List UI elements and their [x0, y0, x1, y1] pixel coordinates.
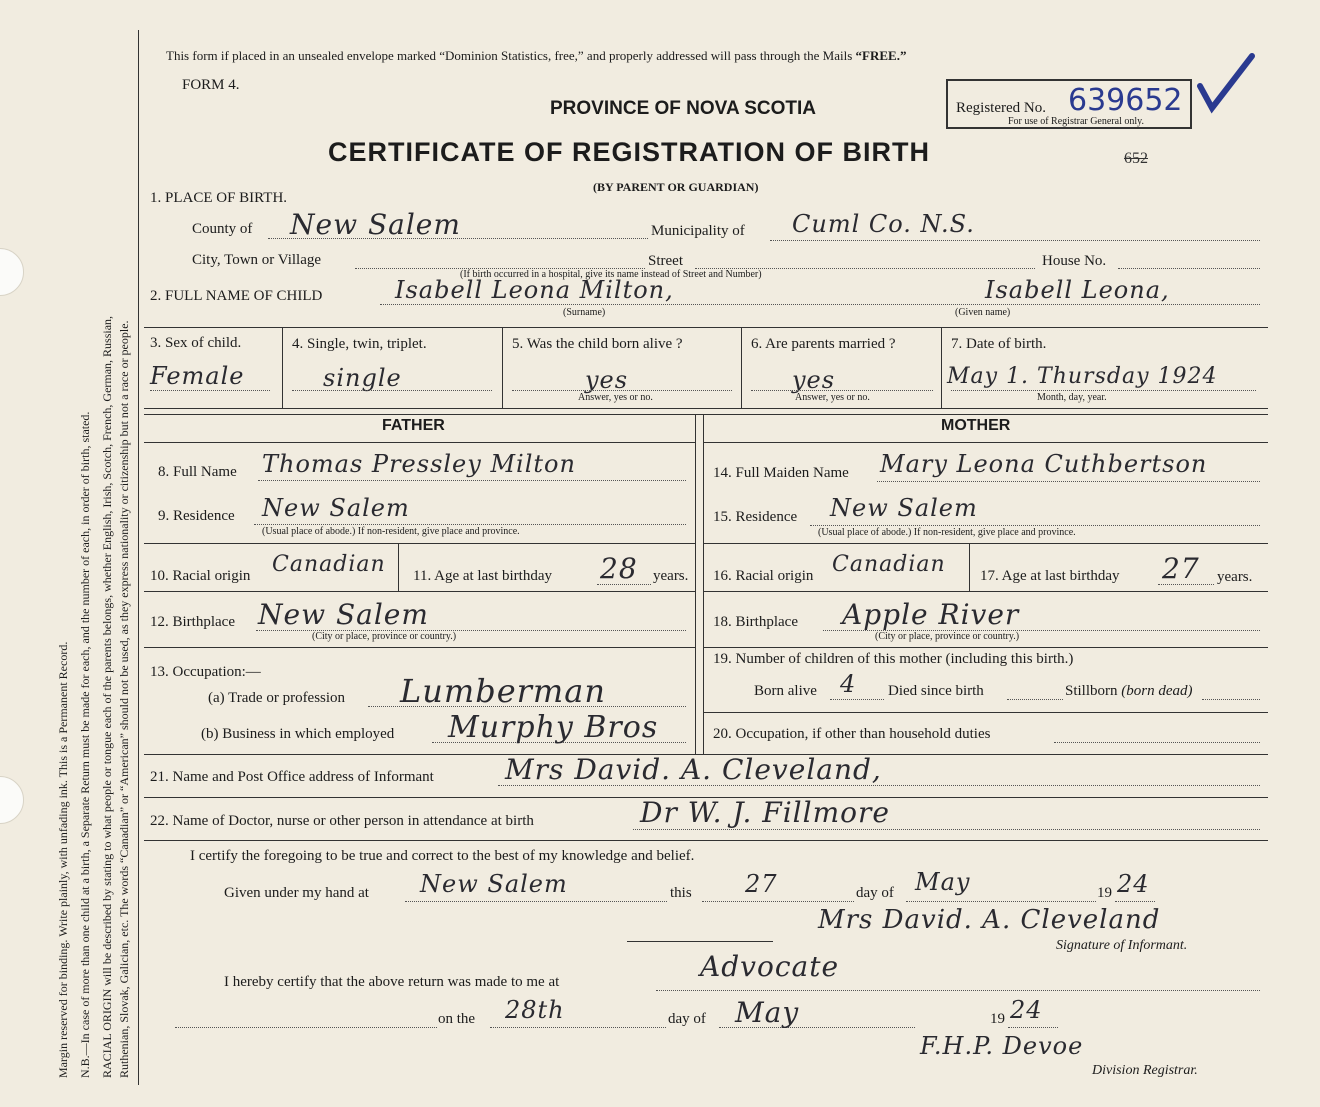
municipality-line: [770, 240, 1260, 241]
father-abode-caption: (Usual place of abode.) If non-resident, give place and province.: [262, 526, 520, 537]
father-residence-label: 9. Residence: [158, 508, 235, 524]
doctor-value: Dr W. J. Fillmore: [640, 796, 890, 829]
born-alive-value: 4: [840, 670, 857, 698]
form-number: FORM 4.: [182, 77, 240, 93]
mother-birthplace-value: Apple River: [842, 598, 1020, 631]
mother-age-label: 17. Age at last birthday: [980, 568, 1120, 584]
child-name-line: [380, 304, 1260, 305]
mother-occupation-line: [1054, 742, 1260, 743]
child-given-value: Isabell Leona,: [985, 276, 1170, 304]
mother-occupation-label: 20. Occupation, if other than household duties: [713, 726, 991, 742]
mother-residence-value: New Salem: [830, 494, 978, 522]
column-rule: [502, 327, 503, 408]
registrar-day-line: [490, 1027, 666, 1028]
plurality-value: single: [323, 364, 402, 392]
year-line: [1115, 901, 1155, 902]
died-label: Died since birth: [888, 683, 984, 699]
informant-signature: Mrs David. A. Cleveland: [818, 905, 1161, 935]
trade-label: (a) Trade or profession: [208, 690, 346, 706]
children-count-label: 19. Number of children of this mother (including this birth.): [713, 651, 1074, 667]
hospital-note: (If birth occurred in a hospital, give its name instead of Street and Number): [460, 269, 762, 280]
municipality-value: Cuml Co. N.S.: [792, 210, 975, 238]
registered-number: 639652: [1068, 83, 1183, 118]
rule: [144, 840, 1268, 841]
month-line: [906, 901, 1096, 902]
father-racial-value: Canadian: [272, 552, 386, 577]
province-heading: PROVINCE OF NOVA SCOTIA: [550, 98, 817, 119]
father-name-line: [258, 480, 686, 481]
rule: [144, 408, 1268, 409]
mother-birthplace-caption: (City or place, province or country.): [875, 631, 1020, 642]
married-caption: Answer, yes or no.: [795, 392, 870, 403]
mother-years: years.: [1217, 569, 1253, 585]
father-birthplace-label: 12. Birthplace: [150, 614, 235, 630]
rule: [144, 543, 695, 544]
registrar-year-prefix: 19: [990, 1011, 1005, 1027]
binder-hole: [0, 776, 24, 824]
street-label: Street: [648, 253, 683, 269]
mother-age-value: 27: [1162, 552, 1200, 585]
father-residence-value: New Salem: [262, 494, 410, 522]
rule: [703, 712, 1268, 713]
dob-line: [951, 390, 1256, 391]
registrar-month-value: May: [735, 996, 800, 1029]
cert-day-value: 27: [745, 870, 778, 898]
married-label: 6. Are parents married ?: [751, 336, 896, 352]
city-label: City, Town or Village: [192, 252, 322, 268]
mother-residence-line: [810, 525, 1260, 526]
father-birthplace-caption: (City or place, province or country.): [312, 631, 457, 642]
registrar-place-line: [656, 990, 1260, 991]
mother-name-label: 14. Full Maiden Name: [713, 465, 849, 481]
died-line: [1007, 699, 1063, 700]
registrar-year-line: [1008, 1027, 1058, 1028]
parents-divider: [703, 414, 704, 754]
column-rule: [282, 327, 283, 408]
alive-label: 5. Was the child born alive ?: [512, 336, 683, 352]
check-mark-icon: [1196, 52, 1256, 114]
margin-note-binding: Margin reserved for binding. Write plainly, with unfading ink. This is a Permanent Record.: [56, 641, 70, 1078]
child-surname-value: Isabell Leona Milton,: [395, 276, 674, 304]
dob-label: 7. Date of birth.: [951, 336, 1047, 352]
dob-value: May 1. Thursday 1924: [947, 364, 1218, 389]
alive-value: yes: [585, 366, 629, 394]
father-name-value: Thomas Pressley Milton: [262, 450, 576, 478]
given-name-caption: (Given name): [955, 307, 1011, 318]
column-rule: [969, 543, 970, 591]
rule: [144, 647, 695, 648]
margin-note-racial-origin: RACIAL ORIGIN will be described by stating to what people or tongue each of the parents belongs, whether English, Irish, Scotch, French, German, Russian,: [100, 315, 114, 1078]
rule: [703, 543, 1268, 544]
father-age-label: 11. Age at last birthday: [413, 568, 552, 584]
mother-birthplace-label: 18. Birthplace: [713, 614, 798, 630]
registrar-statement: I hereby certify that the above return was made to me at: [224, 974, 560, 990]
municipality-label: Municipality of: [651, 223, 745, 239]
father-age-value: 28: [600, 552, 638, 585]
married-line: [751, 390, 933, 391]
column-rule: [741, 327, 742, 408]
certification-statement: I certify the foregoing to be true and correct to the best of my knowledge and belief.: [190, 848, 695, 864]
column-rule: [941, 327, 942, 408]
alive-line: [512, 390, 732, 391]
mother-racial-value: Canadian: [832, 552, 946, 577]
father-racial-label: 10. Racial origin: [150, 568, 251, 584]
doctor-line: [633, 829, 1260, 830]
stillborn-note: (born dead): [1121, 683, 1193, 699]
father-name-label: 8. Full Name: [158, 464, 237, 480]
given-place-value: New Salem: [420, 870, 568, 898]
doctor-label: 22. Name of Doctor, nurse or other person in attendance at birth: [150, 813, 534, 829]
child-name-label: 2. FULL NAME OF CHILD: [150, 288, 323, 304]
registrar-year-value: 24: [1010, 996, 1043, 1024]
registrar-day-of-label: day of: [668, 1011, 706, 1027]
alive-caption: Answer, yes or no.: [578, 392, 653, 403]
father-birthplace-value: New Salem: [258, 598, 429, 631]
mother-heading: MOTHER: [941, 417, 1011, 434]
margin-note-multiple-births: N.B.—In case of more than one child at a birth, a Separate Return must be made for each, and the number of each, in order of birth, stated.: [78, 411, 92, 1078]
registrar-day-value: 28th: [505, 996, 565, 1024]
dob-caption: Month, day, year.: [1037, 392, 1107, 403]
on-the-label: on the: [438, 1011, 476, 1027]
place-of-birth-label: 1. PLACE OF BIRTH.: [150, 190, 288, 206]
cert-year-prefix: 19: [1097, 885, 1112, 901]
plurality-label: 4. Single, twin, triplet.: [292, 336, 427, 352]
business-value: Murphy Bros: [448, 710, 659, 745]
father-occupation-label: 13. Occupation:—: [150, 664, 261, 680]
cert-month-value: May: [915, 868, 971, 896]
mother-name-line: [877, 481, 1260, 482]
given-under-label: Given under my hand at: [224, 885, 369, 901]
married-value: yes: [792, 366, 836, 394]
rule: [703, 591, 1268, 592]
mail-free: “FREE.”: [855, 48, 907, 63]
rule: [703, 442, 1268, 443]
registration-box: [946, 79, 1192, 129]
registrar-place-value: Advocate: [700, 950, 840, 983]
father-residence-line: [254, 524, 686, 525]
informant-label: 21. Name and Post Office address of Informant: [150, 769, 434, 785]
rule: [627, 941, 773, 942]
rule: [703, 647, 1268, 648]
rule: [144, 327, 1268, 328]
day-line: [702, 901, 854, 902]
county-label: County of: [192, 221, 253, 237]
sex-label: 3. Sex of child.: [150, 335, 242, 351]
county-value: New Salem: [290, 208, 461, 241]
rule: [144, 414, 1268, 415]
certificate-subtitle: (BY PARENT OR GUARDIAN): [593, 180, 759, 194]
blank-line: [175, 1027, 437, 1028]
cert-year-value: 24: [1117, 870, 1150, 898]
sex-line: [150, 390, 270, 391]
mother-abode-caption: (Usual place of abode.) If non-resident, give place and province.: [818, 527, 1076, 538]
day-of-label: day of: [856, 885, 894, 901]
stillborn-label: Stillborn (born dead): [1065, 683, 1193, 699]
rule: [144, 591, 695, 592]
surname-caption: (Surname): [563, 307, 606, 318]
mother-residence-label: 15. Residence: [713, 509, 798, 525]
plurality-line: [292, 390, 492, 391]
rule: [144, 442, 695, 443]
mother-racial-label: 16. Racial origin: [713, 568, 814, 584]
mother-name-value: Mary Leona Cuthbertson: [880, 450, 1208, 478]
born-alive-label: Born alive: [754, 683, 817, 699]
sex-value: Female: [150, 362, 245, 390]
business-label: (b) Business in which employed: [201, 726, 395, 742]
column-rule: [398, 543, 399, 591]
certificate-title: CERTIFICATE OF REGISTRATION OF BIRTH: [328, 137, 930, 167]
house-line: [1118, 268, 1260, 269]
parents-divider: [695, 414, 696, 754]
margin-rule: [138, 30, 139, 1085]
father-heading: FATHER: [382, 417, 445, 434]
father-years: years.: [653, 568, 689, 584]
registered-note: For use of Registrar General only.: [1008, 116, 1144, 127]
this-label: this: [670, 885, 692, 901]
stillborn-line: [1202, 699, 1260, 700]
registered-label: Registered No.: [956, 100, 1046, 116]
born-alive-line: [830, 699, 884, 700]
signature-caption: Signature of Informant.: [1056, 938, 1188, 953]
registrar-signature: F.H.P. Devoe: [920, 1032, 1084, 1060]
given-place-line: [405, 901, 667, 902]
binder-hole: [0, 248, 24, 296]
mail-note: This form if placed in an unsealed envelope marked “Dominion Statistics, free,” and properly addressed will pass through the Mails “FREE.”: [166, 48, 907, 63]
trade-value: Lumberman: [400, 672, 606, 710]
house-label: House No.: [1042, 253, 1107, 269]
informant-value: Mrs David. A. Cleveland,: [505, 753, 882, 786]
margin-note-racial-origin-cont: Ruthenian, Slovak, Galician, etc. The words “Canadian” or “American” should not be used, as they express nationality or citizenship but not a race or people.: [117, 320, 131, 1078]
corner-number: 652: [1124, 150, 1148, 167]
registrar-caption: Division Registrar.: [1092, 1063, 1198, 1078]
